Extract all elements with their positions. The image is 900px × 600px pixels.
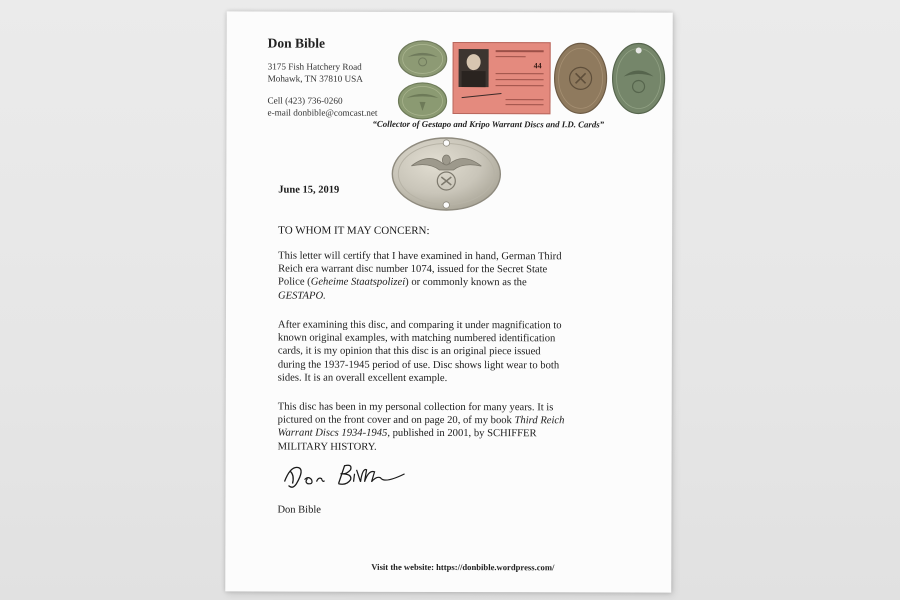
p1-line-3: Police (Geheime Staatspolizei) or commonly known as the [278, 276, 527, 289]
p1-line-1: This letter will certify that I have examined in hand, German Third [278, 250, 562, 263]
p2-line-5: sides. It is an overall excellent example. [277, 372, 448, 384]
letterhead-name: Don Bible [267, 35, 326, 51]
p3-line-1: This disc has been in my personal collection for many years. It is [277, 401, 554, 414]
collector-motto: “Collector of Gestapo and Kripo Warrant Discs and I.D. Cards” [372, 118, 605, 130]
eagle-disc-thumbnail-1 [398, 40, 448, 78]
p2-line-2: known original examples, with matching numbered identification [277, 332, 556, 345]
swastika-disc-thumbnail [553, 42, 607, 114]
signature-name: Don Bible [277, 504, 321, 516]
p2-line-4: during the 1937-1945 period of use. Disc shows light wear to both [277, 359, 560, 371]
p1-line-4 [278, 289, 638, 303]
gestapo-text: GESTAPO. [278, 290, 326, 302]
website-footer: Visit the website: https://donbible.wordpress.com/ [371, 561, 555, 573]
book-title-part-2: Warrant Discs 1934-1945 [277, 427, 388, 440]
p3-line-2: pictured on the front cover and on page 20, of my book Third Reich [277, 414, 565, 427]
p2-line-1: After examining this disc, and comparing it under magnification to [277, 319, 562, 332]
paragraph-1 [278, 250, 638, 304]
letter-date: June 15, 2019 [278, 184, 340, 196]
paragraph-3 [278, 401, 638, 455]
id-card-number: 44 [533, 61, 542, 71]
address-line-2: Mohawk, TN 37810 USA [267, 73, 363, 84]
salutation: TO WHOM IT MAY CONCERN: [278, 224, 430, 237]
geheime-staatspolizei-text: Geheime Staatspolizei [310, 277, 406, 289]
portrait-photo [459, 49, 489, 87]
p3-line-4: MILITARY HISTORY. [277, 441, 377, 453]
paragraph-2 [278, 319, 638, 386]
book-title-part-1: Third Reich [514, 415, 565, 427]
p2-line-3: cards, it is my opinion that this disc is an original piece issued [277, 345, 541, 358]
address-line-1: 3175 Fish Hatchery Road [267, 61, 362, 72]
p3-line-3: Warrant Discs 1934-1945, published in 2001, by SCHIFFER [277, 427, 537, 440]
phone-number: Cell (423) 736-0260 [267, 95, 343, 106]
gestapo-id-card-image [452, 42, 550, 114]
eagle-disc-thumbnail-2 [397, 82, 447, 120]
email-address: e-mail donbible@comcast.net [267, 107, 378, 118]
handwritten-signature [280, 460, 410, 494]
warrant-disc-photo [391, 136, 501, 212]
eagle-disc-green-thumbnail [611, 42, 665, 114]
certificate-letter [225, 11, 673, 592]
p1-line-2: Reich era warrant disc number 1074, issued for the Secret State [278, 263, 548, 276]
